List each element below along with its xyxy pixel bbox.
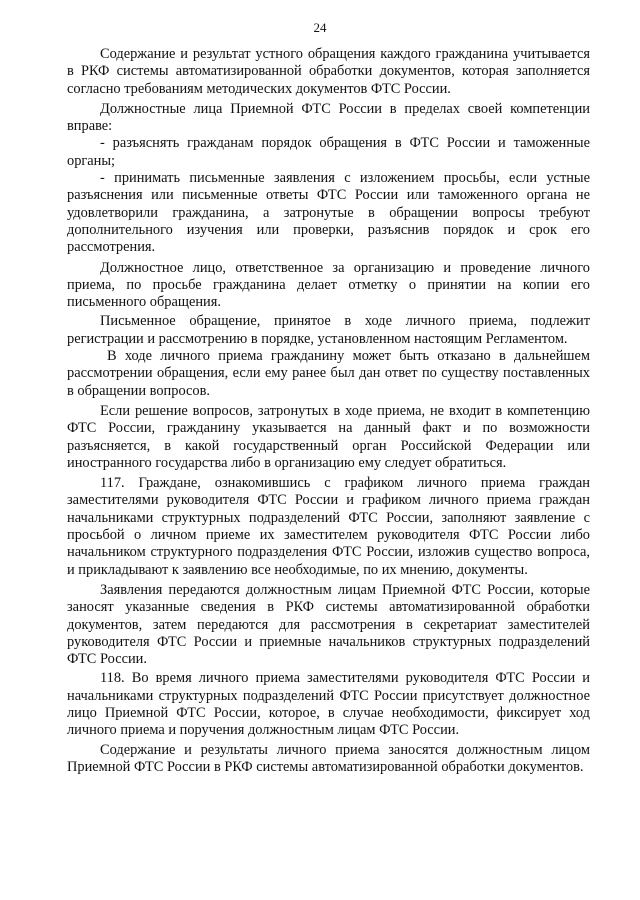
paragraph-oral-appeal-record: Содержание и результат устного обращения каждого гражданина учитывается в РКФ системы автоматизированной обработки документов, которая заполняется согласно требованиям методических документов ФТС России. [67, 46, 590, 97]
paragraph-right-accept-applications: - принимать письменные заявления с изложением просьбы, если устные разъяснения или письменные ответы ФТС России или таможенного органа не удовлетворили гражданина, а затронутые в обращении вопросы требуют дополнительного изучения или проверки, разъяснив порядок и срок его рассмотрения. [67, 170, 590, 256]
paragraph-refusal: В ходе личного приема гражданину может быть отказано в дальнейшем рассмотрении обращения, если ему ранее был дан ответ по существу поставленных в обращении вопросов. [67, 348, 590, 399]
paragraph-right-explain: - разъяснять гражданам порядок обращения в ФТС России и таможенные органы; [67, 135, 590, 169]
paragraph-officials-rights: Должностные лица Приемной ФТС России в пределах своей компетенции вправе: [67, 100, 590, 135]
paragraph-results-record: Содержание и результаты личного приема заносятся должностным лицом Приемной ФТС России в РКФ системы автоматизированной обработки документов. [67, 741, 590, 775]
page-number: 24 [313, 20, 327, 35]
paragraph-registration: Письменное обращение, принятое в ходе личного приема, подлежит регистрации и рассмотрению в порядке, установленном настоящим Регламентом. [67, 313, 590, 347]
paragraph-copy-mark: Должностное лицо, ответственное за организацию и проведение личного приема, по просьбе гражданина делает отметку о принятии на копии его письменного обращения. [67, 259, 590, 311]
paragraph-competence: Если решение вопросов, затронутых в ходе приема, не входит в компетенцию ФТС России, гражданину указывается на данный факт и по возможности разъясняется, в какой государственный орган Российской Федерации или иностранного государства либо в организацию ему следует обратиться. [67, 402, 590, 471]
paragraph-118: 118. Во время личного приема заместителями руководителя ФТС России и начальниками структурных подразделений ФТС России присутствует должностное лицо Приемной ФТС России, которое, в случае необходимости, фиксирует ход личного приема и поручения должностным лицам ФТС России. [67, 670, 590, 739]
paragraph-117: 117. Граждане, ознакомившись с графиком личного приема граждан заместителями руководителя ФТС России и графиком личного приема граждан начальниками структурных подразделений ФТС России, заполняют заявление с просьбой о личном приеме их заместителем руководителя ФТС России либо начальником структурного подразделения ФТС России, изложив существо вопроса, и прикладывают к заявлению все необходимые, по их мнению, документы. [67, 475, 590, 578]
paragraph-applications-transfer: Заявления передаются должностным лицам Приемной ФТС России, которые заносят указанные сведения в РКФ системы автоматизированной обработки документов, затем передаются для рассмотрения в секретариат заместителей руководителя ФТС России и приемные начальников структурных подразделений ФТС России. [67, 581, 590, 668]
document-body [67, 46, 590, 776]
